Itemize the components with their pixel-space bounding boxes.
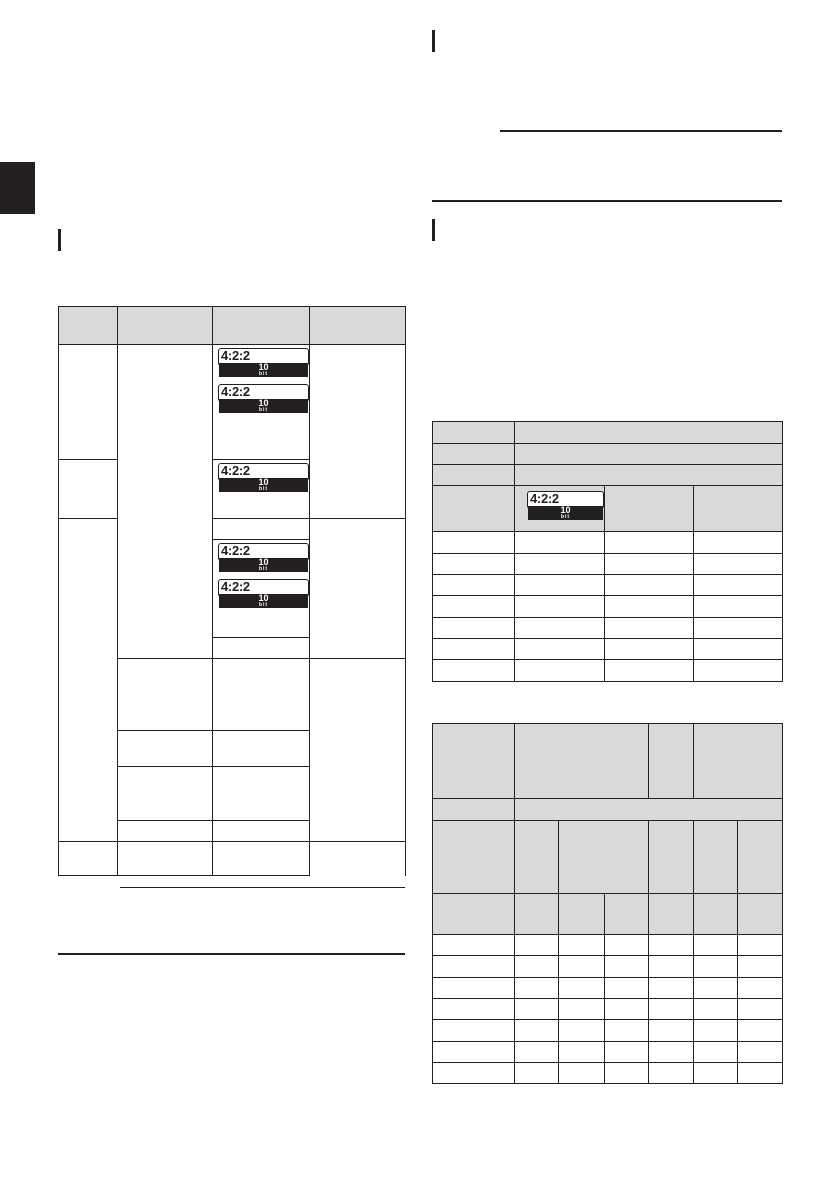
right-table-cell xyxy=(515,660,605,682)
badge-422-10bit-icon: 4:2:2 10 bit xyxy=(218,463,309,481)
left-table-header-cell xyxy=(118,307,213,345)
right-table2-cell xyxy=(559,935,605,956)
right-table2-cell xyxy=(515,978,559,999)
left-table-cell xyxy=(213,345,310,460)
right-table-cell xyxy=(694,575,783,596)
right-table2-cell xyxy=(515,999,559,1020)
right-table2-cell xyxy=(649,1020,694,1042)
right-table2-cell xyxy=(433,1063,515,1084)
right-table2-header-cell xyxy=(738,894,783,935)
right-table2-cell xyxy=(605,1020,649,1042)
right-table2-cell xyxy=(433,1020,515,1042)
right-table2-header-cell xyxy=(649,894,694,935)
right-table-cell xyxy=(515,618,605,639)
right-table-cell xyxy=(605,639,694,660)
right-table-header-cell xyxy=(433,422,515,444)
right-spec-table xyxy=(432,421,783,682)
right-table-header-cell xyxy=(605,486,694,532)
left-table-cell xyxy=(118,345,213,659)
left-table-cell xyxy=(310,659,406,842)
right-table-cell xyxy=(433,554,515,575)
left-table-cell xyxy=(59,460,118,519)
right-table-cell xyxy=(694,596,783,618)
right-table2-cell xyxy=(649,999,694,1020)
left-table-cell xyxy=(213,540,310,638)
right-table2-header-cell xyxy=(433,821,515,894)
left-table-cell xyxy=(59,519,118,842)
left-table-cell xyxy=(118,767,213,821)
right-table2-cell xyxy=(694,935,738,956)
right-table-cell xyxy=(605,596,694,618)
right-table2-cell xyxy=(515,956,559,978)
badge-422-10bit-icon: 4:2:2 10 bit xyxy=(527,491,604,509)
right-table-cell xyxy=(605,618,694,639)
right-table2-header-cell xyxy=(515,799,783,821)
right-table2-cell xyxy=(694,1042,738,1063)
left-table-cell xyxy=(59,345,118,460)
right-table2-header-cell xyxy=(738,821,783,894)
right-table2-cell xyxy=(605,1042,649,1063)
badge-422-10bit-icon: 4:2:2 10 bit xyxy=(218,384,309,402)
chapter-side-tab xyxy=(0,162,35,214)
right-table2-cell xyxy=(738,999,783,1020)
right-table2-cell xyxy=(649,956,694,978)
right-table2-cell xyxy=(605,935,649,956)
right-table2-cell xyxy=(694,999,738,1020)
right-top-heading-marker xyxy=(432,30,435,52)
right-table2-cell xyxy=(694,978,738,999)
right-table-header-cell xyxy=(694,486,783,532)
right-table2-header-cell xyxy=(694,821,738,894)
right-table2-header-cell xyxy=(694,724,783,799)
right-table2-cell xyxy=(649,1042,694,1063)
right-table2-cell xyxy=(738,978,783,999)
left-note-rule-top xyxy=(120,887,405,888)
left-table-cell xyxy=(213,638,310,659)
left-table-cell xyxy=(213,767,310,821)
right-note-rule-top xyxy=(500,130,782,132)
right-table2-cell xyxy=(694,1020,738,1042)
left-table-cell xyxy=(310,345,406,519)
right-table2-header-cell xyxy=(515,821,559,894)
right-table2-cell xyxy=(649,935,694,956)
left-table-cell xyxy=(213,842,310,876)
right-table2-cell xyxy=(605,999,649,1020)
right-table2-cell xyxy=(605,956,649,978)
right-table2-header-cell xyxy=(433,724,515,799)
right-table-cell xyxy=(694,618,783,639)
right-table2-cell xyxy=(738,1020,783,1042)
right-table-cell xyxy=(433,618,515,639)
right-table-header-cell xyxy=(515,465,783,486)
badge-422-10bit-icon: 4:2:2 10 bit xyxy=(218,579,309,597)
right-table2-cell xyxy=(433,956,515,978)
right-table2-cell xyxy=(605,978,649,999)
right-mid-heading-marker xyxy=(432,219,435,241)
right-table-cell xyxy=(694,554,783,575)
right-table-cell xyxy=(515,639,605,660)
left-table-cell xyxy=(118,659,213,731)
right-table2-cell xyxy=(559,999,605,1020)
left-table-cell xyxy=(118,842,213,876)
left-table-cell xyxy=(213,659,310,731)
right-table2-header-cell xyxy=(559,821,649,894)
right-table2-cell xyxy=(694,956,738,978)
right-table2-cell xyxy=(559,956,605,978)
right-table-cell xyxy=(605,532,694,554)
right-table2-header-cell xyxy=(559,894,605,935)
right-table2-cell xyxy=(433,935,515,956)
left-table-cell xyxy=(213,460,310,519)
right-table-header-cell xyxy=(433,444,515,465)
right-table2-header-cell xyxy=(649,724,694,799)
right-table2-cell xyxy=(515,1020,559,1042)
right-table-cell xyxy=(605,660,694,682)
right-table-header-cell xyxy=(433,465,515,486)
right-table2-cell xyxy=(649,978,694,999)
right-table-cell xyxy=(433,532,515,554)
right-table2-header-cell xyxy=(605,894,649,935)
badge-422-10bit-icon: 4:2:2 10 bit xyxy=(218,543,309,561)
right-table2-cell xyxy=(738,1063,783,1084)
right-table-cell xyxy=(433,596,515,618)
right-table-cell xyxy=(515,596,605,618)
right-table-header-cell xyxy=(515,444,783,465)
right-note-rule-bottom xyxy=(432,200,782,202)
right-table2-cell xyxy=(559,1063,605,1084)
right-table-cell xyxy=(515,575,605,596)
right-table2-cell xyxy=(559,978,605,999)
right-table-cell xyxy=(515,554,605,575)
right-table-cell xyxy=(605,554,694,575)
left-table-cell xyxy=(118,821,213,842)
right-table2-cell xyxy=(559,1020,605,1042)
right-table-cell xyxy=(433,660,515,682)
left-format-table xyxy=(58,306,406,876)
right-table2-cell xyxy=(738,1042,783,1063)
right-table2-cell xyxy=(605,1063,649,1084)
left-table-cell xyxy=(213,519,310,540)
right-table2-cell xyxy=(559,1042,605,1063)
right-table-cell xyxy=(694,532,783,554)
right-table-cell xyxy=(433,639,515,660)
left-table-header-cell xyxy=(310,307,406,345)
right-table-header-cell xyxy=(515,486,605,532)
left-table-header-cell xyxy=(59,307,118,345)
right-table-header-cell xyxy=(515,422,783,444)
right-table-header-cell xyxy=(433,486,515,532)
badge-422-10bit-icon: 4:2:2 10 bit xyxy=(218,348,309,366)
left-heading-marker xyxy=(58,229,61,251)
right-table-cell xyxy=(694,660,783,682)
right-table2-header-cell xyxy=(515,894,559,935)
left-table-cell xyxy=(213,731,310,767)
left-table-cell xyxy=(213,821,310,842)
left-table-header-cell xyxy=(213,307,310,345)
left-table-cell xyxy=(118,731,213,767)
right-table2-header-cell xyxy=(433,894,515,935)
right-table-cell xyxy=(515,532,605,554)
right-table2-cell xyxy=(649,1063,694,1084)
right-table-cell xyxy=(433,575,515,596)
right-table2-cell xyxy=(515,1042,559,1063)
right-table2-cell xyxy=(433,978,515,999)
right-table2-cell xyxy=(433,999,515,1020)
right-table2-cell xyxy=(515,935,559,956)
right-table2-header-cell xyxy=(649,821,694,894)
right-table-cell xyxy=(605,575,694,596)
right-table2-header-cell xyxy=(433,799,515,821)
right-table2-cell xyxy=(738,956,783,978)
right-table2-cell xyxy=(515,1063,559,1084)
right-table2-cell xyxy=(738,935,783,956)
left-note-rule-bottom xyxy=(58,953,405,955)
left-table-cell xyxy=(310,519,406,659)
left-table-cell xyxy=(59,842,118,876)
right-table-cell xyxy=(694,639,783,660)
right-table2-cell xyxy=(433,1042,515,1063)
right-table2-cell xyxy=(694,1063,738,1084)
right-table2-header-cell xyxy=(694,894,738,935)
right-table2-header-cell xyxy=(515,724,649,799)
right-setting-table xyxy=(432,723,783,1084)
